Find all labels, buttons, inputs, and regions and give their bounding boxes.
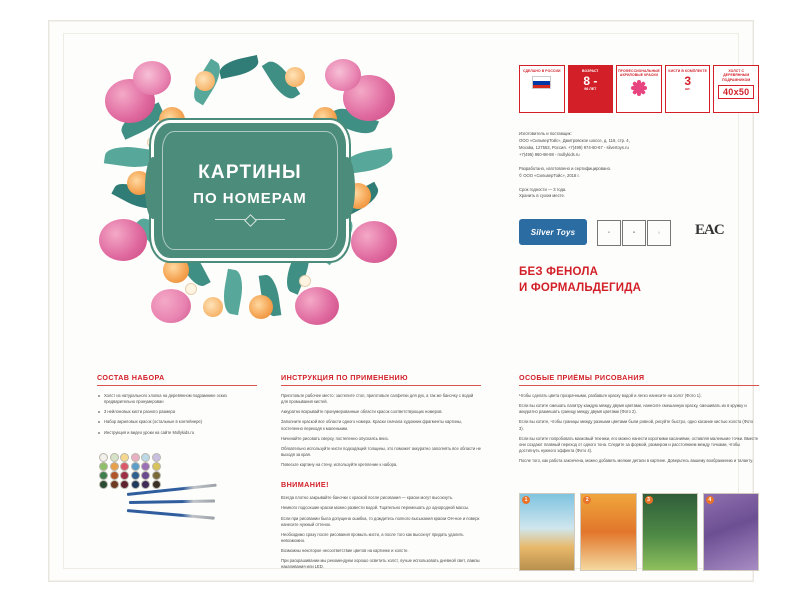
- set-contents-list: [97, 393, 257, 436]
- eac-mark: EAC: [695, 222, 724, 238]
- tip-item: Чтобы сделать цвета прозрачными, разбавьте краску водой и легко нанесите на холст (Фото 1).: [519, 393, 702, 398]
- tip-item: Если вы хотите попробовать мазковый техники, его можно нанести короткими касаниями, оставляя маленькие точки. Вместе они создают плавный переход от одного тона. Следите за формой, размером и расстоянием между точками, чтобы достигнуть нужного эффекта (Фото 4).: [519, 435, 759, 453]
- sample-photo-1: 1: [519, 493, 575, 571]
- attention-item: Если при рисовании была допущена ошибка, то дождитесь полного высыхания краски ОН-ное и поверх нанесите нужный оттенок.: [281, 515, 480, 527]
- title-ornament: [215, 219, 285, 220]
- instruction-step: Повесьте картину на стену, используйте крепление к набора.: [281, 462, 398, 468]
- attention-item: При раскрашивании мы рекомендуем хорошо осветить холст, лучше использовать дневной свет, лампы накаливания или LED.: [281, 558, 480, 570]
- list-item: 3 нейлоновых кисти разного размера: [104, 409, 257, 415]
- instruction-step: Начинайте рисовать сверху, постепенно опускаясь вниз.: [281, 435, 389, 441]
- badge-acrylic-paints: ПРОФЕССИОНАЛЬНЫЕ АКРИЛОВЫЕ КРАСКИ: [616, 65, 662, 113]
- manufacturer-address: Изготовитель и поставщик: ООО «СильверТойс», Дмитровское шоссе, д. 116, стр. 4, Москва, 127553, Россия. +7(499) 974-60-67 - silvertoys.ru +7(495) 960-98-98 - mollykids.ru: [519, 131, 630, 157]
- page-title: КАРТИНЫ: [198, 161, 302, 183]
- tips-heading: ОСОБЫЕ ПРИЁМЫ РИСОВАНИЯ: [519, 373, 759, 386]
- certification-note: Разработано, изготовлено и сертифицировано. © ООО «СильверТойс», 2018 г.: [519, 165, 612, 178]
- attention-item: Необходимо сразу после рисования промыть кисти, а после того как высохнут придать удалить невозможно.: [281, 531, 464, 543]
- shelf-life-note: Срок годности — 3 года. Хранить в сухом месте.: [519, 186, 567, 199]
- canvas-size-value: 40x50: [718, 85, 755, 99]
- badge-age: ВОЗРАСТ 8 - 98 ЛЕТ: [568, 65, 614, 113]
- badge-canvas-size: ХОЛСТ С ДЕРЕВЯННЫМ ПОДРАМНИКОМ 40x50: [713, 65, 759, 113]
- instruction-step: Заполните краской все области одного номера. Краски сначала художник фрагменты картины, постепенно переходя к маленьким.: [281, 419, 462, 431]
- list-item: Холст из натурального хлопка на деревянном подрамнике эскиз предварительно пронумерован: [104, 393, 257, 405]
- brushes-illustration: [127, 487, 222, 517]
- sample-photo-2: 2: [580, 493, 636, 571]
- badge-made-in-russia: СДЕЛАНО В РОССИИ: [519, 65, 565, 113]
- cover-artwork: [99, 51, 399, 341]
- instruction-step: Приготовьте рабочее место: застелите стол, приготовьте салфетки для рук, а так же баночку с водой для промывания кистей.: [281, 393, 474, 405]
- attention-heading: ВНИМАНИЕ!: [281, 480, 329, 490]
- set-contents-heading: СОСТАВ НАБОРА: [97, 373, 257, 386]
- recycle-icon: ♻: [622, 220, 646, 246]
- paint-splash-icon: [631, 80, 647, 96]
- russian-flag-icon: [532, 76, 551, 89]
- no-phenol-claim: БЕЗ ФЕНОЛА И ФОРМАЛЬДЕГИДА: [519, 266, 642, 294]
- sample-photo-4: 4: [703, 493, 759, 571]
- warning-icon: △: [647, 220, 671, 246]
- page-subtitle: ПО НОМЕРАМ: [193, 189, 307, 207]
- tip-item: Если вы хотите, чтобы границы между разными цветами были ровной, рисуйте быстро, одно касание кистью холста (Фото 3).: [519, 419, 754, 431]
- packaging-sheet: [48, 20, 759, 582]
- brand-logo: Silver Toys: [519, 219, 587, 245]
- attention-item: Возможны некоторое несоответствие цветов на картинке и холсте.: [281, 548, 409, 554]
- tip-item: После того, как работа закончена, можно добавить мелкие детали в картине. Доверьтесь вашему воображению и таланту.: [519, 458, 753, 464]
- sample-photo-3: 3: [642, 493, 698, 571]
- attention-item: Немного подсохшие краски можно развести водой. Тщательно перемешать до однородной массы.: [281, 505, 470, 511]
- instructions-heading: ИНСТРУКЦИЯ ПО ПРИМЕНЕНИЮ: [281, 373, 481, 386]
- section-set-contents: [97, 373, 257, 440]
- technique-samples: [519, 493, 759, 571]
- feature-badges: [519, 65, 759, 113]
- instruction-step: Обязательно используйте кисти подходящей толщины, это поможет аккуратно заполнять все области не выходя за края.: [281, 445, 481, 457]
- section-instructions: [281, 373, 481, 575]
- logo-row: [519, 217, 759, 253]
- badge-brushes: КИСТИ В КОМПЛЕКТЕ 3 шт.: [665, 65, 711, 113]
- list-item: Набор акриловых красок (остальные в контейнере): [104, 419, 257, 425]
- no-fire-icon: ⊘: [597, 220, 621, 246]
- tip-item: Если вы хотите смешать палитру каждую между двумя цветами, нанесите смешанную краску, смешивать их в кружку и аккуратно размешать границу между двумя цветами (Фото 2).: [519, 403, 747, 415]
- list-item: Инструкция и видео уроки на сайте Mollykids.ru: [104, 430, 257, 436]
- instruction-step: Аккуратно вскрывайте пронумерованные области красок соответствующих номеров.: [281, 409, 443, 415]
- title-label-frame: [154, 123, 346, 258]
- manufacturer-info: [519, 131, 759, 207]
- attention-item: Всегда плотно закрывайте баночки с краской после рисования — краски могут высохнуть.: [281, 495, 454, 501]
- section-painting-tips: [519, 373, 759, 468]
